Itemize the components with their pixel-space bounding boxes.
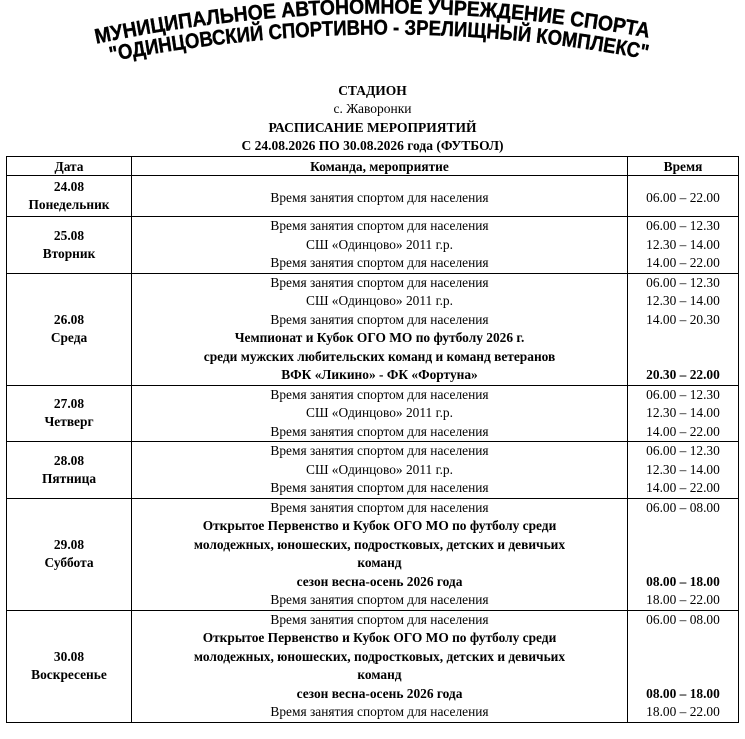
time-slot: 06.00 – 12.30 xyxy=(646,218,720,233)
event-line: сезон весна-осень 2026 года xyxy=(296,573,463,589)
event-cell xyxy=(132,498,628,610)
time-slot: 18.00 – 22.00 xyxy=(646,704,720,719)
time-slot: 18.00 – 22.00 xyxy=(646,592,720,607)
time-slot: 08.00 – 18.00 xyxy=(646,573,720,589)
event-cell xyxy=(132,217,628,274)
table-header-row xyxy=(7,157,739,176)
time-slot: 12.30 – 14.00 xyxy=(646,236,720,252)
event-line: Время занятия спортом для населения xyxy=(270,499,489,515)
event-line: Время занятия спортом для населения xyxy=(270,443,489,458)
time-slot: 06.00 – 08.00 xyxy=(646,499,720,515)
event-line: Время занятия спортом для населения xyxy=(270,611,489,627)
date-cell xyxy=(7,610,132,722)
location-heading: с. Жаворонки xyxy=(333,101,412,116)
event-line: Чемпионат и Кубок ОГО МО по футболу 2026 г. xyxy=(234,330,525,345)
day-weekday: Понедельник xyxy=(28,197,110,212)
day-date: 25.08 xyxy=(53,227,85,243)
time-slot: 20.30 – 22.00 xyxy=(646,367,720,382)
time-cell xyxy=(628,176,739,217)
event-line: команд xyxy=(357,555,402,570)
event-line: Время занятия спортом для населения xyxy=(270,274,489,290)
table-row xyxy=(7,217,739,274)
venue-heading: СТАДИОН xyxy=(338,83,407,98)
event-line: среди мужских любительских команд и команд ветеранов xyxy=(203,348,556,364)
time-slot xyxy=(628,517,738,536)
event-line: СШ «Одинцово» 2011 г.р. xyxy=(306,236,453,252)
date-cell xyxy=(7,385,132,442)
event-line: Открытое Первенство и Кубок ОГО МО по футболу среди xyxy=(202,518,557,533)
time-slot xyxy=(628,554,738,573)
schedule-body xyxy=(7,176,739,723)
table-row xyxy=(7,610,739,722)
table-row xyxy=(7,498,739,610)
time-slot: 08.00 – 18.00 xyxy=(646,685,720,701)
time-slot: 06.00 – 22.00 xyxy=(646,190,720,206)
event-cell xyxy=(132,273,628,385)
table-row xyxy=(7,176,739,217)
time-slot xyxy=(628,648,738,667)
event-cell xyxy=(132,176,628,217)
day-weekday: Воскресенье xyxy=(31,667,107,682)
time-slot: 14.00 – 22.00 xyxy=(646,480,720,495)
event-cell xyxy=(132,385,628,442)
time-cell xyxy=(628,217,739,274)
column-header-time: Время xyxy=(628,157,739,176)
day-date: 30.08 xyxy=(53,649,85,664)
event-line: Время занятия спортом для населения xyxy=(270,386,489,402)
day-weekday: Суббота xyxy=(44,555,94,570)
schedule-period: С 24.08.2026 ПО 30.08.2026 года (ФУТБОЛ) xyxy=(241,138,504,153)
event-line: Время занятия спортом для населения xyxy=(270,704,489,719)
date-cell xyxy=(7,498,132,610)
time-slot xyxy=(628,629,738,648)
time-slot: 12.30 – 14.00 xyxy=(646,405,720,420)
day-date: 29.08 xyxy=(53,537,85,552)
event-line: Время занятия спортом для населения xyxy=(270,480,489,495)
time-slot xyxy=(628,329,738,348)
time-slot: 12.30 – 14.00 xyxy=(646,293,720,308)
time-slot: 14.00 – 22.00 xyxy=(646,423,720,439)
event-line: молодежных, юношеских, подростковых, детских и девичьих xyxy=(193,536,566,552)
day-weekday: Среда xyxy=(50,330,88,345)
day-date: 28.08 xyxy=(53,452,85,468)
time-slot xyxy=(628,348,738,367)
time-slot: 06.00 – 08.00 xyxy=(646,611,720,627)
day-weekday: Четверг xyxy=(44,414,94,430)
time-cell xyxy=(628,442,739,499)
event-line: СШ «Одинцово» 2011 г.р. xyxy=(306,461,453,477)
table-row xyxy=(7,385,739,442)
day-weekday: Вторник xyxy=(42,245,96,261)
banner-line-1: МУНИЦИПАЛЬНОЕ АВТОНОМНОЕ УЧРЕЖДЕНИЕ СПОРТА xyxy=(92,0,654,49)
event-line: Время занятия спортом для населения xyxy=(270,190,489,206)
column-header-event: Команда, мероприятие xyxy=(132,157,628,176)
time-cell xyxy=(628,498,739,610)
banner-line-2: "ОДИНЦОВСКИЙ СПОРТИВНО - ЗРЕЛИЩНЫЙ КОМПЛЕКС" xyxy=(107,16,652,67)
time-cell xyxy=(628,273,739,385)
event-line: Время занятия спортом для населения xyxy=(270,423,489,439)
event-cell xyxy=(132,610,628,722)
event-line: Время занятия спортом для населения xyxy=(270,311,489,327)
schedule-table xyxy=(6,156,739,723)
day-date: 27.08 xyxy=(53,396,85,412)
event-cell xyxy=(132,442,628,499)
event-line: СШ «Одинцово» 2011 г.р. xyxy=(306,405,453,420)
date-cell xyxy=(7,217,132,274)
event-line: Открытое Первенство и Кубок ОГО МО по футболу среди xyxy=(202,630,557,645)
event-line: СШ «Одинцово» 2011 г.р. xyxy=(306,293,453,308)
time-cell xyxy=(628,385,739,442)
time-slot: 14.00 – 22.00 xyxy=(646,255,720,270)
table-row xyxy=(7,442,739,499)
time-slot: 06.00 – 12.30 xyxy=(646,443,720,458)
day-date: 26.08 xyxy=(53,312,85,327)
event-line: команд xyxy=(357,667,402,682)
time-slot: 06.00 – 12.30 xyxy=(646,386,720,402)
organization-banner xyxy=(0,0,745,75)
schedule-title: РАСПИСАНИЕ МЕРОПРИЯТИЙ xyxy=(268,120,477,135)
time-slot xyxy=(628,666,738,685)
event-line: сезон весна-осень 2026 года xyxy=(296,685,463,701)
date-cell xyxy=(7,176,132,217)
event-line: молодежных, юношеских, подростковых, детских и девичьих xyxy=(193,648,566,664)
time-slot: 12.30 – 14.00 xyxy=(646,461,720,477)
time-slot xyxy=(628,536,738,555)
banner-arc-text xyxy=(0,0,745,75)
table-row xyxy=(7,273,739,385)
time-cell xyxy=(628,610,739,722)
time-slot: 14.00 – 20.30 xyxy=(646,311,720,327)
date-cell xyxy=(7,442,132,499)
event-line: Время занятия спортом для населения xyxy=(270,218,489,233)
event-line: Время занятия спортом для населения xyxy=(270,255,489,270)
day-weekday: Пятница xyxy=(41,470,97,486)
date-cell xyxy=(7,273,132,385)
event-line: Время занятия спортом для населения xyxy=(270,592,489,607)
day-date: 24.08 xyxy=(53,179,85,194)
time-slot: 06.00 – 12.30 xyxy=(646,274,720,290)
column-header-date: Дата xyxy=(7,157,132,176)
event-line: ВФК «Ликино» - ФК «Фортуна» xyxy=(281,367,478,382)
